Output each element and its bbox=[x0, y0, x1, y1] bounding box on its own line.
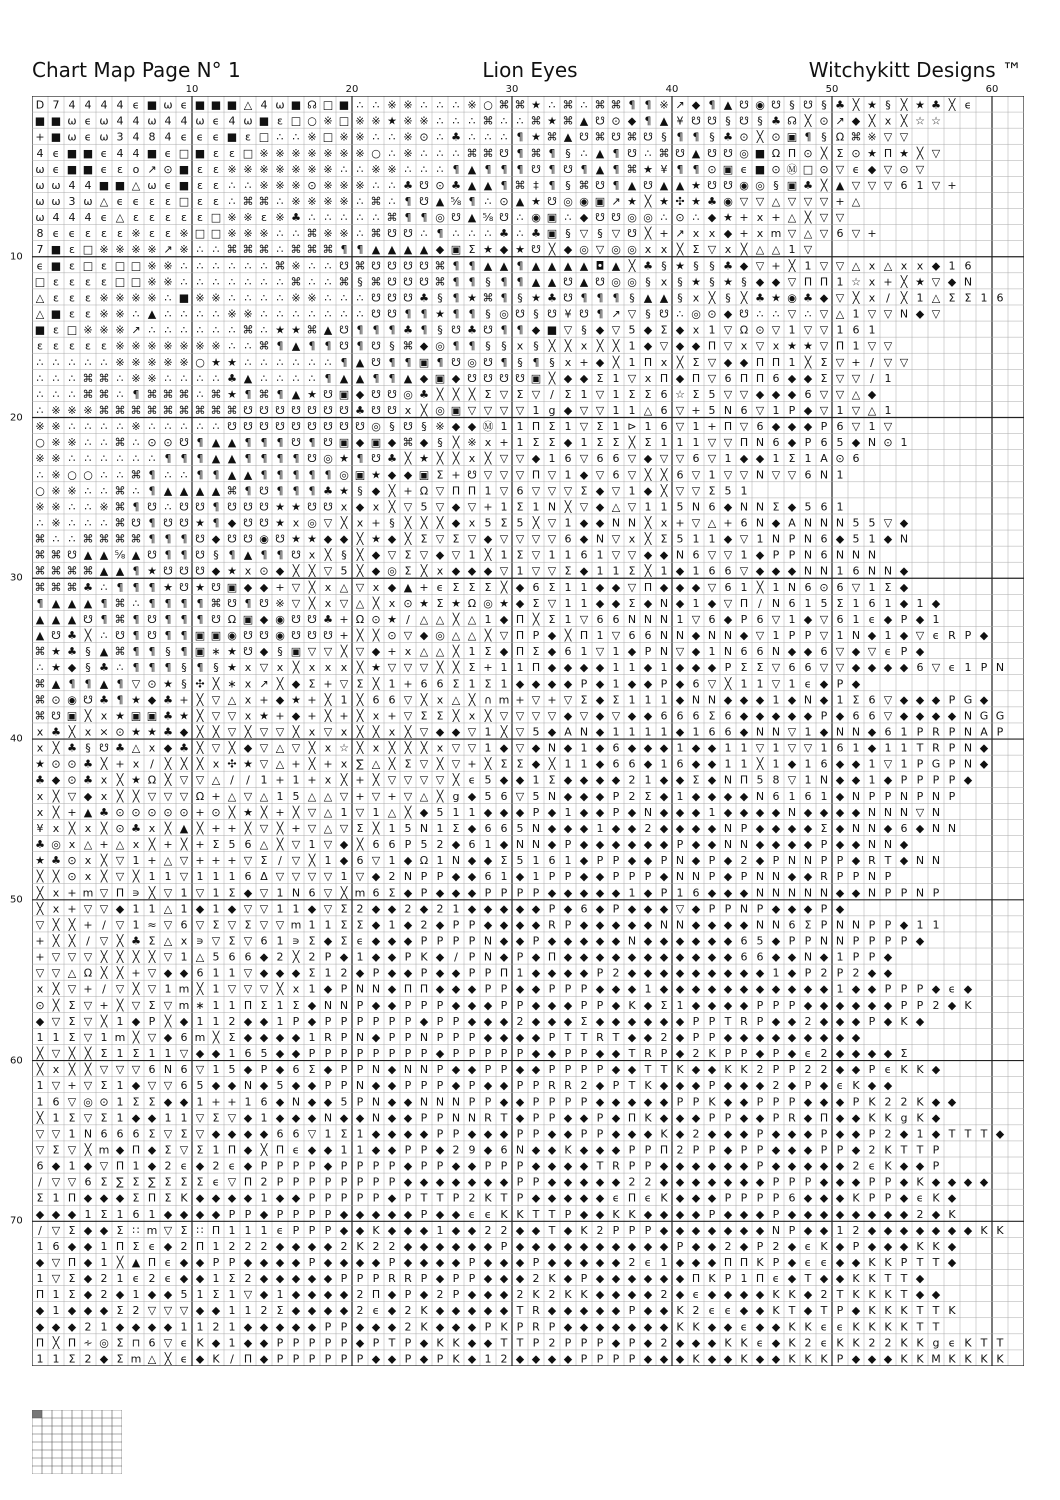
row-number: 20 bbox=[10, 412, 23, 424]
chart-row: ∴※∴∴∴⌘☋¶☋☋★¶◆☋☋★x◎▽╳x+§╳╳╳◆x5Σ5╳▽1◆◆NN╳x+▽△+6N◆ANNN55▽◆ bbox=[36, 516, 909, 530]
chart-row: ω444ϵ△εεεεε□※※ε※♣∴∴∴∴∴⌘¶¶◎☋▲⅝☋∴◉▣∴◆☋☋◎◎∴⊙∴◆★+x+△╳▽▽ bbox=[35, 211, 845, 225]
chart-row: ◆1◆◆◆Σ2▽▽▽◆◆112Σ◆◆◆◆2ϵ◆2K◆◆◆◆◆TR◆◆◆◆◆P◆◆K2ϵϵ◆◆KT◆TP◆KKKTTK bbox=[35, 1304, 956, 1318]
column-number-ruler bbox=[32, 84, 1024, 96]
chart-row: ▽Σ▽╳m◆Π◆Σ▽Σ1Π◆╳Πϵ◆◆11◆◆PP◆29◆6N◆◆K◆◆◆PPΠ2PP◆PP◆◆◆PP◆2KTTP bbox=[35, 1143, 940, 1157]
chart-row: x╳+▲♣⊙⊙⊙⊙⊙+⊙╳★╳+╳▽△1▽1△╳◆511◆◆◆P◆1◆◆P◆N◆◆◆1◆◆◆◆N◆◆◆◆NNN▽N bbox=[36, 805, 941, 819]
chart-row: △■εε※※∴▲∴∴∴∴※※∴∴∴∴∴∴∴☋☋¶¶★¶¶§◎☋§☋¥☋¶↗▽§☋∴◎⊙◆☋∴∴▽∴▽△1▽▽N◆▽ bbox=[35, 307, 941, 321]
chart-row: ◆◆◆1Σ161◆◆◆◆PP◆PPPP◆◆◆◆◆P◆◆ϵϵKKTTP◆◆KK◆◆◆◆P◆◆◆P◆◆◆◆◆◆◆◆2◆K bbox=[35, 1207, 956, 1221]
chart-row: 6◆1◆▽Π1◆2ϵ◆2ϵ◆PPPP◆PPPP◆PP◆◆PPP◆◆◆◆TRPP◆◆◆◆◆◆P◆◆◆◆◆2ϵK◆◆P bbox=[36, 1159, 940, 1173]
chart-row: ♣◎x△+△x╳+╳+Σ56△╳▽1▽◆╳66P52◆61◆NN◆P◆◆◆◆◆◆P◆◆NN◆◆◆◆P◆◆NN◆ bbox=[35, 838, 909, 852]
chart-row: △εεε※※※※∴■※※∴∴∴∴※※∴∴∴☋☋☋♣§¶★⌘¶§★♣☋¶¶¶§▲▲§x╳§╳♣★◉♣◆▽╳x∕╳1△ΣΣ16 bbox=[35, 291, 1004, 305]
column-number: 50 bbox=[825, 84, 839, 95]
chart-row: x╳♣§☋♣△x◆♣╳▽╳◆▽△▽╳x☆╳x╳╳╳x▽▽1◆▽◆N◆1◆6◆◆◆1◆◆11▽1▽▽161◆11TRPN◆ bbox=[36, 741, 989, 755]
chart-row: ◆▽Σ▽╳1◆P╳◆112◆◆1P◆PPPPPP◆PP◆◆◆2◆◆◆Σ◆◆◆◆◆◆PPTRP◆◆2◆◆◆P◆K◆ bbox=[35, 1014, 925, 1028]
chart-row: 8ϵϵεεε※εε※□□※※※∴∴⌘※※∴⌘☋☋∴¶∴∴∴♣∴♣▣§▽§▽☋╳+↗xx◆+xm▽△▽6▽+ bbox=[36, 227, 877, 241]
chart-row: ★⊙⊙♣╳+x∕╳╳╳x✣★▽△+╳+x∑△╳Σ▽╳▽+╳ΣΣ◆╳11◆66◆16◆◆11╳1◆16◆◆1▽1PGPN◆ bbox=[35, 757, 989, 771]
column-number: 40 bbox=[665, 84, 679, 95]
chart-row: +╳╳∕▽╳♣Σ△x∍▽Σ▽61∍Σ◆Σϵ◆◆◆PPPPN◆◆P◆◆◆◆◆N◆◆◆◆◆◆65◆PPNNPPPP◆ bbox=[35, 934, 925, 948]
chart-row: +■ωϵω3484ϵϵϵ■ε□∴∴※□※※∴∴※⊙∴♣∴∴∴¶★⌘▲☋⌘☋⌘☋§¶¶§♣⊙╳⊙▣¶§Ω⌘※▽▽ bbox=[35, 130, 909, 144]
stitch-chart-grid bbox=[32, 96, 1024, 1366]
pattern-title: Lion Eyes bbox=[482, 58, 578, 82]
chart-row: □εεεε□□※※∴∴∴∴∴∴∴⌘∴∴⌘§⌘☋☋☋⌘¶¶§¶¶▲▲☋▲☋◎◎§x§★§★§◆◆▽ΠΠ1☆x+╳★▽◆N bbox=[34, 275, 973, 289]
chart-row: ╳╳⊙x╳▽╳11▽1116Δ▽▽▽▽1▽◆2NPP◆◆61◆1PP◆◆PPP◆NNP◆PNN◆◆RPPNP bbox=[36, 870, 892, 884]
chart-row: ωϵ■■ϵεo↗⊙■εε※※※※※※※∴∴※※∴∴∴¶▲¶¶¶☋¶☋¶▲¶⌘★¥¶¶⊙▣ϵ■⊙Ⓜ□⊙▽ϵ◆▽⊙▽ bbox=[35, 162, 925, 176]
chart-row: 16◆◆1ΠΣϵ◆2Π1222◆◆◆◆2K22◆◆◆◆◆◆P◆◆◆◆◆◆◆◆◆◆P◆◆2◆P2◆ϵK◆P◆◆◆KK◆ bbox=[36, 1239, 957, 1253]
chart-row: ωω3ω△ϵϵεε□εε∴⌘⌘∴※※※※∴⌘∴¶☋▲⅝¶∴⊙▲★☋◎◉▣↗★╳★✣★♣◉▽▽△▽▽▽+△ bbox=[35, 194, 861, 208]
chart-row: ∴※※※⌘⌘⌘⌘⌘⌘⌘⌘⌘☋☋☋☋☋☋☋♣☋☋x╳◎▣▽▽▽▽1g◆▽▽11△6▽+5N6▽1P◆▽1▽△1 bbox=[36, 403, 892, 417]
chart-row: ⌘∴∴⌘⌘⌘⌘¶¶¶☋◆☋☋◉☋★★◆◆╳★◆╳Σ▽Σ▽◆▽▽▽▽6◆N▽x╳Σ511◆▽1NPN6◆51◆N bbox=[34, 532, 909, 546]
chart-row: ※※∴∴∴∴∴∴¶¶¶▲▲¶¶¶¶☋◎★¶☋♣╳★╳╳x╳▽▽◆16▽66▽◆▽▽6▽1◆◆1Σ1A⊙6 bbox=[35, 452, 860, 466]
page-map-thumbnail bbox=[32, 1410, 122, 1474]
chart-row: ■ε□※※※↗∴∴∴∴∴∴⌘∴★★⌘▲☋¶¶¶♣¶§☋♣☋¶¶◆■▽§◆▽5◆Σ◆x1▽Ω⊙▽1▽▽161 bbox=[34, 323, 876, 337]
chart-row: x╳▽◆x╳╳▽▽▽Ω+△▽△15△△▽+▽+▽△╳g◆56▽5N◆◆◆P2Σ◆1◆◆◆◆N6161◆NPPNPNP bbox=[36, 789, 956, 803]
chart-row: ⌘☋▣╳x★▣▣♣★╳▽▽x★+◆+╳+╳x+▽ΣΣ╳x╳▽▽▽▽◆▽◆▽◆◆666Σ6◆◆◆◆◆P◆66▽◆◆◆◆NGG bbox=[34, 709, 1005, 723]
chart-row: ⊙╳Σ▽+╳▽Σ▽m∗11ΠΣ1Σ◆NNP◆◆PPP◆◆◆PP◆◆◆PP◆K◆Σ1◆◆◆◆PPP◆◆◆◆◆◆PP2◆K bbox=[35, 998, 972, 1012]
chart-row: ○※※∴∴⌘∴⊙⊙☋¶▲▲¶¶¶☋¶☋▣◆▣◆⌘◆§╳※x+1ΣΣ◆1ΣΣ╳Σ111▽▽ΠN6◆P65◆N⊙1 bbox=[35, 436, 908, 450]
chart-row: ∕▽Σ◆◆Σ∷m▽Σ∷Π111ϵPPP◆◆K◆◆◆1◆◆22◆◆T◆K2PPP◆◆◆◆◆◆◆NP◆◆12◆◆◆◆◆◆◆KK bbox=[38, 1223, 1004, 1237]
chart-row: ¥x╳x╳⊙♣x╳▲╳++╳▽╳+▽△▽Σ╳15N1Σ◆665N◆◆◆1◆◆2◆◆◆◆NP◆◆◆◆Σ◆NN◆6◆NN bbox=[36, 821, 957, 835]
chart-row: 11Σ2◆Σm△╳ϵ◆K∕Π◆PPPPPP◆◆P◆PK◆12◆◆◆◆PPPP◆◆◆K◆◆K◆◆KKKP◆◆◆KKMKKKK bbox=[36, 1352, 1004, 1366]
chart-row: 1▽Σ◆21ϵ2ϵ◆◆1Σ2◆◆◆◆◆PPPRRP◆PP◆◆◆2K◆P◆◆◆◆◆◆ΠKP1Πϵ◆T◆◆KKTT◆ bbox=[36, 1272, 925, 1286]
chart-row: Π1Σ◆2◆1◆◆51Σ1▽◆1◆◆◆◆2Π◆P◆2P◆◆◆2K2KK◆◆◆◆2◆ϵ◆◆◆◆KK◆2TKKKT◆◆ bbox=[35, 1288, 941, 1302]
chart-row: ⌘▲¶¶▲¶▽⊙★§✣╳∗x↗╳◆Σ+▽Σ╳1+66Σ1Σ1◆◆◆◆P◆1◆◆P◆6▽╳11▽1ϵ◆P◆ bbox=[34, 677, 861, 691]
chart-row: ▽╳╳+∕▽1≈▽6▽Σ▽Σ▽▽m11ΣΣ◆1◆2◆PP◆◆◆◆RP◆◆◆◆◆NN◆◆◆◆NN6ΣPNNPP◆11 bbox=[35, 918, 940, 932]
chart-row: ▲☋♣╳∴☋¶☋¶¶▣▣◉☋☋◉☋☋☋+╳╳⊙▽◆◎△△╳▽ΠP◆╳Π1▽66NN◆NN◆▽1PP▽1N◆1◆▽ϵRP◆ bbox=[35, 629, 989, 643]
row-number: 60 bbox=[10, 1055, 23, 1067]
chart-row: ╳▽╳╳Σ1Σ11▽◆◆165◆◆PPPPPPPP◆PPPPP◆◆PP◆◆TRP◆2KPP◆P◆ϵ2◆◆◆◆Σ bbox=[36, 1047, 908, 1061]
column-number: 60 bbox=[985, 84, 999, 95]
chart-row: ∴∴∴⌘⌘∴¶⌘⌘⌘∴⌘★¶⌘¶▲★☋▣◆☋☋◎♣╳╳╳Σ▽Σ▽∕Σ1▽1ΣΣ6☆Σ5▽▽◆◆◆6▽▽△◆ bbox=[36, 387, 877, 401]
chart-row: ∴∴∴⌘⌘∴※※∴∴∴∴♣▲∴∴∴∴¶▲▲¶¶▲◆▣◆☋☋☋☋▣╳◆◆Σ1▽xΠ◆Π▽6ΠΠ6◆◆Σ▽▽∕1 bbox=[36, 371, 892, 385]
chart-row: ◆◆◆21◆◆◆◆1121◆◆◆◆◆PP◆◆◆2K◆◆◆PKPRP◆◆◆◆◆◆◆KK◆◆ϵ◆◆KKϵϵKKKKTT bbox=[35, 1320, 940, 1334]
row-number-ruler bbox=[0, 96, 30, 1366]
chart-row: ※※∴∴※⌘¶☋∴☋☋¶☋☋☋★★☋☋x◆x╳▽5▽◆▽+1Σ1N╳▽◆△▽115N6◆NNΣ◆561 bbox=[35, 500, 844, 514]
chart-row: 4ϵ■■ϵ44■ϵ□■εε□※※※※※※※○∴※∴∴∴⌘⌘☋¶⌘¶§∴▲¶☋∴⌘☋▲☋☋◎■ΩΠ⊙╳Σ⊙★Π★╳▽ bbox=[36, 146, 941, 160]
chart-row: ⌘⌘⌘⌘▲▲¶★☋☋☋◆★x⊙◆╳╳▽5╳◆◎Σ╳x◆◆◆▽1▽▽Σ◆11Σ╳1◆166▽◆◆◆NN16NN◆ bbox=[34, 564, 909, 578]
chart-row: +▽▽▽╳╳╳╳▽1△566◆2╳2P◆1◆◆PK◆∕PN◆P◆Π◆◆◆◆◆◆◆◆◆◆◆66◆◆N◆1PP◆ bbox=[35, 950, 893, 964]
chart-row: ∴★◆§♣∴¶¶¶§¶§★x▽x╳xxx╳★▽▽▽╳╳Σ+11Π◆◆◆◆11◆1◆◆◆PΣΣ▽66▽▽◆◆◆◆6▽ϵ1PN bbox=[36, 661, 1005, 675]
chart-page-title: Chart Map Page N° 1 bbox=[32, 58, 241, 82]
chart-row: ∴※○○∴∴⌘¶∴∴¶¶▲▲¶¶¶¶¶◎▣★◆◆▣Σ+☋▽▽▽Π▽1◆▽6▽╳╳6▽1▽▽N▽▽6N1 bbox=[36, 468, 844, 482]
column-number: 10 bbox=[185, 84, 199, 95]
designer-name: Witchykitt Designs ™ bbox=[808, 58, 1022, 82]
chart-row: ○※※∴∴⌘∴¶▲▲▲▲⌘¶☋¶¶¶♣★§◆╳+Ω▽ΠΠ1▽6▽▽▽Σ◆▽1◆╳▽▽Σ51 bbox=[35, 484, 748, 498]
chart-row: ▲▲▲☋¶⌘¶☋¶¶¶☋Ω▣◆◉☋☋♣+Ω⊙★∕△△╳△1◆Π╳Σ1▽66NNN1▽6◆P6▽1◆▽61ϵ◆P◆1 bbox=[35, 612, 940, 626]
chart-row: ⌘⊙◉☋♣¶★◆♣+╳▽△x+◆★+╳1╳66▽╳x△╳∩m+▽+▽Σ◆Σ111◆NN◆◆◆1◆N◆1Σ6▽◆◆◆PG◆ bbox=[34, 693, 989, 707]
chart-row: ╳x+▽▽◆11△1◆1◆▽▽11◆▽Σ2◆◆2◆21◆◆◆◆◆P◆6◆P◆◆◆▽◆PPNP◆◆◆P◆ bbox=[36, 902, 845, 916]
chart-row: ╳x╳╳▽▽▽6N6▽15◆P◆6Σ◆PPN◆NNP◆◆PP◆◆PPPP◆◆TTK◆◆KK2PP22◆◆PϵKK◆ bbox=[36, 1063, 941, 1077]
chart-row: ⌘⌘☋▲▲⅝▲☋¶¶☋§¶▲¶¶☋x╳§╳◆▽Σ▽◆▽1╳1Σ▽1161▽▽◆◆N6▽▽1◆PPN6NNN bbox=[34, 548, 877, 562]
chart-symbols bbox=[35, 98, 1005, 1366]
chart-row: Π╳Π∻◎Σ⊓6▽ϵK◆1◆◆PPPPP◆PTP◆KK◆◆TTP2PPP◆P◆2◆◆◆KKϵ◆K2ϵKK22KKgϵKTT bbox=[35, 1336, 1004, 1350]
chart-row: ╳x+m▽Π∍╳▽1▽1Σ◆▽1N6▽╳m6Σ◆P◆◆◆PPPP◆◆◆◆◆1◆P16◆◆◆NNNNN◆◆NPPNP bbox=[36, 886, 940, 900]
chart-row: x♣╳x×⊙★★♣◆╳╳▽╳▽▽╳x▽x╳╳x╳▽◆◆▽1╳▽5◆AN◆1111◆166◆NN▽1◆NN◆61PRPNAP bbox=[36, 725, 1004, 739]
chart-row: ▽▽△Ω╳╳+▽◆◆611▽◆◆◆Σ12◆P◆◆P◆◆PPΠ1◆◆◆◆P2◆◆◆◆◆◆◆◆◆1◆P2P2◆◆ bbox=[35, 966, 893, 980]
chart-row: x╳▽+∕▽╳▽1m╳1▽▽▽╳x1◆PNN◆ΠΠ◆◆◆PP◆◆PPP◆◆◆1◆◆◆◆◆◆◆◆◆◆◆1◆◆PPP◆ϵ◆ bbox=[36, 982, 973, 996]
chart-row: ♣◆⊙♣x╳★Ω╳▽▽△∕∕1+1+x╳+╳▽▽▽▽╳ϵ5◆◆1Σ◆◆◆◆21◆◆Σ◆NΠ58▽1N◆◆1◆PPPP◆ bbox=[35, 773, 973, 787]
chart-row: 11Σ▽1m╳▽◆6m╳Σ◆◆◆◆1RPN◆PPNPPP◆◆◆◆PTTRT◆◆2◆PP◆◆◆◆◆◆◆◆◆ bbox=[36, 1030, 861, 1044]
row-number: 40 bbox=[10, 733, 23, 745]
chart-row: ϵ■ε□ε□□※※∴∴∴∴∴∴⌘※∴∴☋⌘☋☋☋☋⌘¶¶▲▲¶▲▲▲▲◘▲╳♣§★§§♣◆▽+╳1▽▽△x△xx◆16 bbox=[36, 259, 972, 273]
chart-row: ¶▲▲▲¶⌘∴¶¶¶¶⌘☋¶☋※▽╳x▽△╳x⊙★Σ★Ω◎★◆Σ▽11◆◆Σ◆N◆1◆▽Π∕N615Σ161◆1◆ bbox=[36, 596, 941, 610]
chart-row: ※※∴∴∴∴※∴∴∴∴∴☋☋☋☋☋☋☋☋☋◎§☋§※◆◆Ⓜ11ΠΣ1▽Σ1⊳16▽1+Π▽6◆◆◆P6▽1▽ bbox=[35, 420, 893, 434]
row-number: 70 bbox=[10, 1215, 23, 1227]
row-number: 10 bbox=[10, 251, 23, 263]
chart-row: ∕▽▽6Σ∑Σ∑ΣΣΣϵ▽Π2PPPPPPPP◆◆◆◆◆◆◆PP◆◆◆◆◆22◆◆◆◆◆◆◆PPP◆◆◆PP◆K◆◆◆◆ bbox=[38, 1175, 989, 1189]
chart-row: ▽▽1N666Σ▽Σ▽◆◆◆◆66▽1Σ1◆◆◆◆PP◆◆◆PP◆◆PP◆◆◆K◆2◆◆◆P◆◆◆P◆◆P2◆1◆TTT◆ bbox=[35, 1127, 1005, 1141]
chart-row: Σ1Π◆◆◆ΣΠΣK◆◆◆◆1◆◆PPPPP◆PTTP2KTP◆◆◆◆◆ϵΠϵK◆◆◆PPPP6◆◆◆KPP◆ϵK◆ bbox=[36, 1191, 957, 1205]
chart-row: ⌘⌘⌘♣∴¶¶¶★☋★☋▣◆◆+▽╳x△▽x◆▲+ϵΣΣΣ╳◆6Σ11◆◆▽Π◆◆◆▽61╳1N6⊙6▽1Σ◆ bbox=[34, 580, 909, 594]
row-number: 50 bbox=[10, 894, 23, 906]
chart-row: ◆▽Π◆1╳▲Πϵ◆◆PP◆◆◆◆P◆◆◆◆P◆◆◆◆P◆◆◆P◆◆◆◆◆2ϵ1◆◆◆ΠΠKP◆ϵϵ◆◆KKPTT◆ bbox=[35, 1256, 957, 1270]
chart-row: D74444ϵ■ωϵ■■■△4ω■☊□■∴∴※※∴∴∴※○⌘⌘★∴⌘∴⌘⌘¶¶※↗◆¶▲☋◉☋§☋§♣╳★§╳★♣╳ϵ bbox=[35, 98, 972, 112]
chart-row: ⌘★♣§▲⌘¶¶§¶▣∗★☋◆§▣▽▽╳▽◆+x△△╳1Σ◆ΠΣ◆61▽1◆PN▽◆1N66N◆◆6▽◆▽ϵP◆ bbox=[34, 645, 925, 659]
chart-row: εεεεε※※※※※※※∴∴⌘¶▲¶¶☋¶☋§⌘◆◎¶¶§§x§╳╳x╳╳1◆▽◆◆Π▽x▽x★★▽Π1▽▽ bbox=[37, 339, 893, 353]
row-number: 30 bbox=[10, 572, 23, 584]
chart-row: 1▽+▽Σ1◆▽▽65◆◆N◆5◆◆PPN◆◆PPP◆P◆◆PPRR2◆PTK◆◆◆P◆◆◆2◆P◆ϵK◆◆ bbox=[36, 1079, 893, 1093]
column-number: 20 bbox=[345, 84, 359, 95]
chart-row: ★♣⊙x╳▽1+△▽+++▽Σ∕▽╳1◆6▽1◆Ω1N◆◆Σ5161◆PP◆◆PN◆P◆2◆PNNPP◆RT◆NN bbox=[35, 854, 941, 868]
chart-row: ∴∴∴∴∴※※※※※○★★∴∴∴∴∴∴¶▲☋¶¶▣¶☋◎☋¶§¶§x+◆╳1Πx╳Σ▽◆◆ΠΠ1╳Σ▽+∕▽▽ bbox=[36, 355, 909, 369]
column-number: 30 bbox=[505, 84, 519, 95]
chart-row: 7■ε□※※※※↗※∴∴⌘⌘⌘∴⌘⌘⌘¶¶▲▲▲▲◆▣Σ★◆★☋╳◆◎▽◎◎xx╳Σ▽x╳△△1▽ bbox=[36, 243, 813, 257]
chart-row: ╳1Σ▽Σ1◆◆11▽Σ▽◆1◆◆◆N◆◆N◆◆PPNNRT◆PP◆◆P◆ΠK◆◆◆PP◆◆PR◆Π◆◆KKgK◆ bbox=[36, 1111, 941, 1125]
chart-row: ■■ωϵω44ω44ωϵ4ω■ε□○※□※※★※※∴∴∴⌘∴∴⌘★⌘▲☋⊙◆¶▲¥☋☋§☋§♣☊╳⊙↗◆╳x╳☆☆ bbox=[34, 114, 941, 128]
chart-row: ωω44■■△ωϵ■εε∴∴※※※⊙※※※∴∴♣☋⊙♣▲▲¶⌘‡¶§⌘☋¶▲☋▲▲★☋☋◉◎§▣♣╳▲▽▽▽61▽+ bbox=[35, 178, 957, 192]
chart-row: 16▽◎⊙1ΣΣ◆◆1++16◆N◆◆5PN◆◆NNNPP◆◆PPPP◆◆◆◆◆PPK◆◆PPP◆◆◆PK22K◆◆ bbox=[36, 1095, 957, 1109]
current-page-cell bbox=[32, 1410, 42, 1418]
